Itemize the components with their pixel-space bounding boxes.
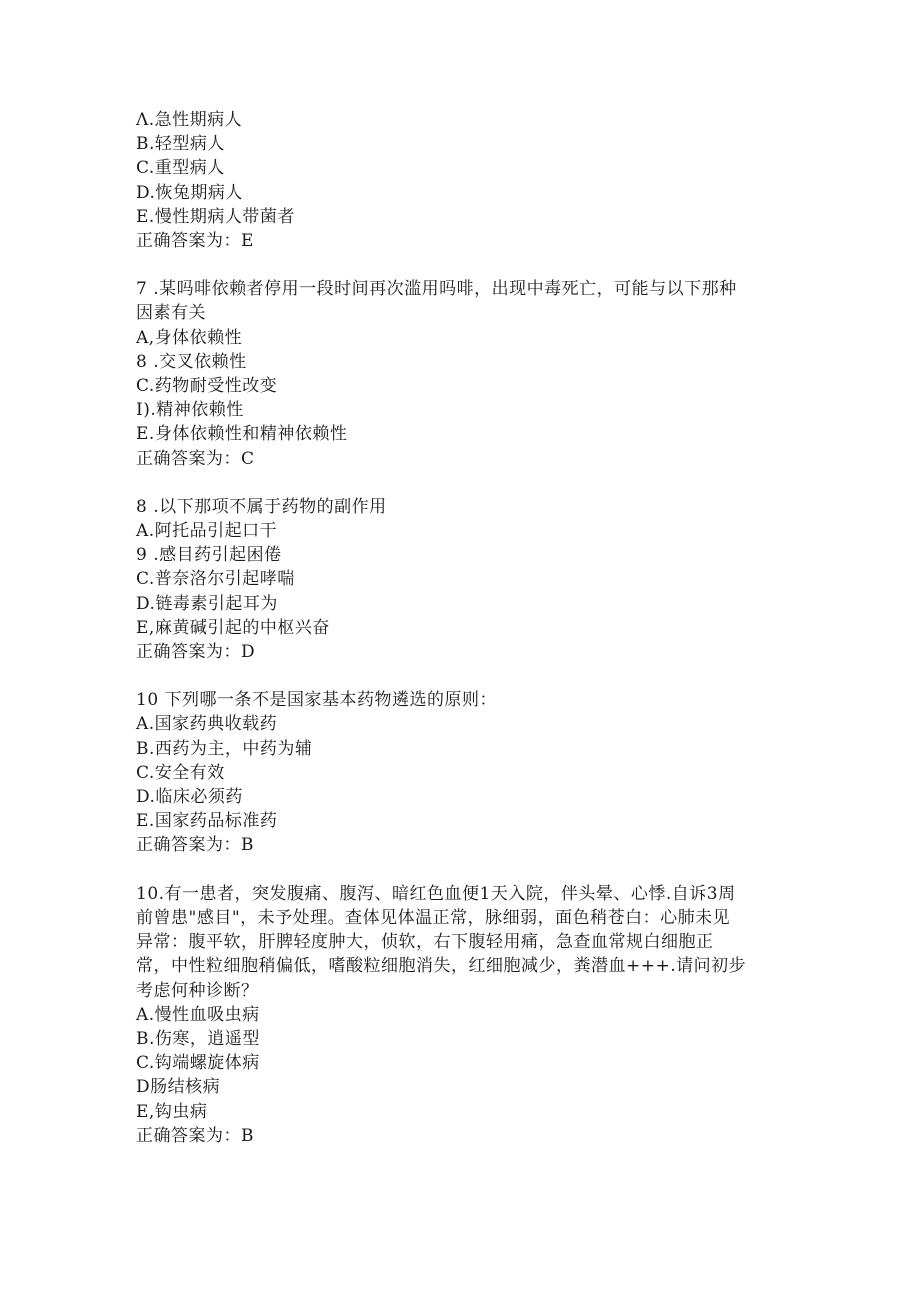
answer-line: 正确答案为：D [136, 642, 256, 663]
question-stem-line-3: 异常：腹平软，肝脾轻度肿大，侦软，右下腹轻用痛，急查血常规白细胞正 [136, 932, 714, 953]
option-a: A.阿托品引起口干 [136, 521, 278, 542]
option-d: D肠结核病 [136, 1077, 221, 1098]
answer-line: 正确答案为：B [136, 1125, 254, 1146]
question-stem-line-1: 8 .以下那项不属于药物的副作用 [136, 496, 387, 517]
question-block-1 [136, 108, 796, 253]
question-stem-line-2: 因素有关 [136, 303, 206, 324]
question-block-3 [136, 495, 796, 664]
answer-line: 正确答案为：B [136, 835, 254, 856]
question-block-2 [136, 277, 796, 471]
option-c: C.安全有效 [136, 762, 225, 783]
option-c: C.重型病人 [136, 158, 225, 179]
question-block-5 [136, 882, 796, 1148]
option-a: A.慢性血吸虫病 [136, 1004, 260, 1025]
answer-line: 正确答案为：E [136, 231, 254, 252]
option-a: Λ.急性期病人 [136, 110, 243, 130]
option-b: B.西药为主，中药为辅 [136, 738, 313, 759]
option-c: C.药物耐受性改变 [136, 376, 278, 397]
option-d: I).精神依赖性 [136, 400, 244, 421]
option-b: B.轻型病人 [136, 134, 225, 155]
answer-line: 正确答案为：C [136, 448, 255, 469]
option-a: A,身体依赖性 [136, 327, 243, 348]
option-e: E.身体依赖性和精神依赖性 [136, 424, 348, 445]
option-e: E.国家药品标准药 [136, 811, 278, 832]
document-page [136, 108, 796, 1172]
question-stem-line-2: 前曾患"感目"，未予处理。查体见体温正常，脉细弱，面色稍苍白：心肺未见 [136, 907, 731, 928]
question-stem-line-5: 考虑何种诊断？ [136, 980, 259, 1001]
option-a: A.国家药典收载药 [136, 714, 278, 735]
option-c: C.普奈洛尔引起哮喘 [136, 569, 295, 590]
option-d: D.恢兔期病人 [136, 182, 243, 203]
question-stem-line-4: 常，中性粒细胞稍偏低，嗜酸粒细胞消失，红细胞减少，粪潜血+++.请问初步 [136, 956, 747, 977]
option-e: E,麻黄碱引起的中枢兴奋 [136, 617, 330, 638]
question-stem-line-1: 7 .某吗啡依赖者停用一段时间再次滥用吗啡，出现中毒死亡，可能与以下那种 [136, 279, 737, 300]
option-c: C.钩端螺旋体病 [136, 1053, 260, 1074]
question-stem-line-1: 10 下列哪一条不是国家基本药物遴选的原则： [136, 690, 498, 711]
option-d: D.链毒素引起耳为 [136, 593, 278, 614]
option-b: 9 .感目药引起困倦 [136, 545, 282, 566]
option-e: E,钩虫病 [136, 1101, 208, 1122]
option-b: 8 .交叉依赖性 [136, 351, 247, 372]
question-stem-line-1: 10.有一患者，突发腹痛、腹泻、暗红色血便1天入院，伴头晕、心悸.自诉3周 [136, 883, 736, 904]
option-d: D.临床必须药 [136, 787, 243, 808]
option-e: E.慢性期病人带菌者 [136, 206, 295, 227]
question-block-4 [136, 688, 796, 857]
option-b: B.伤寒，逍遥型 [136, 1028, 260, 1049]
